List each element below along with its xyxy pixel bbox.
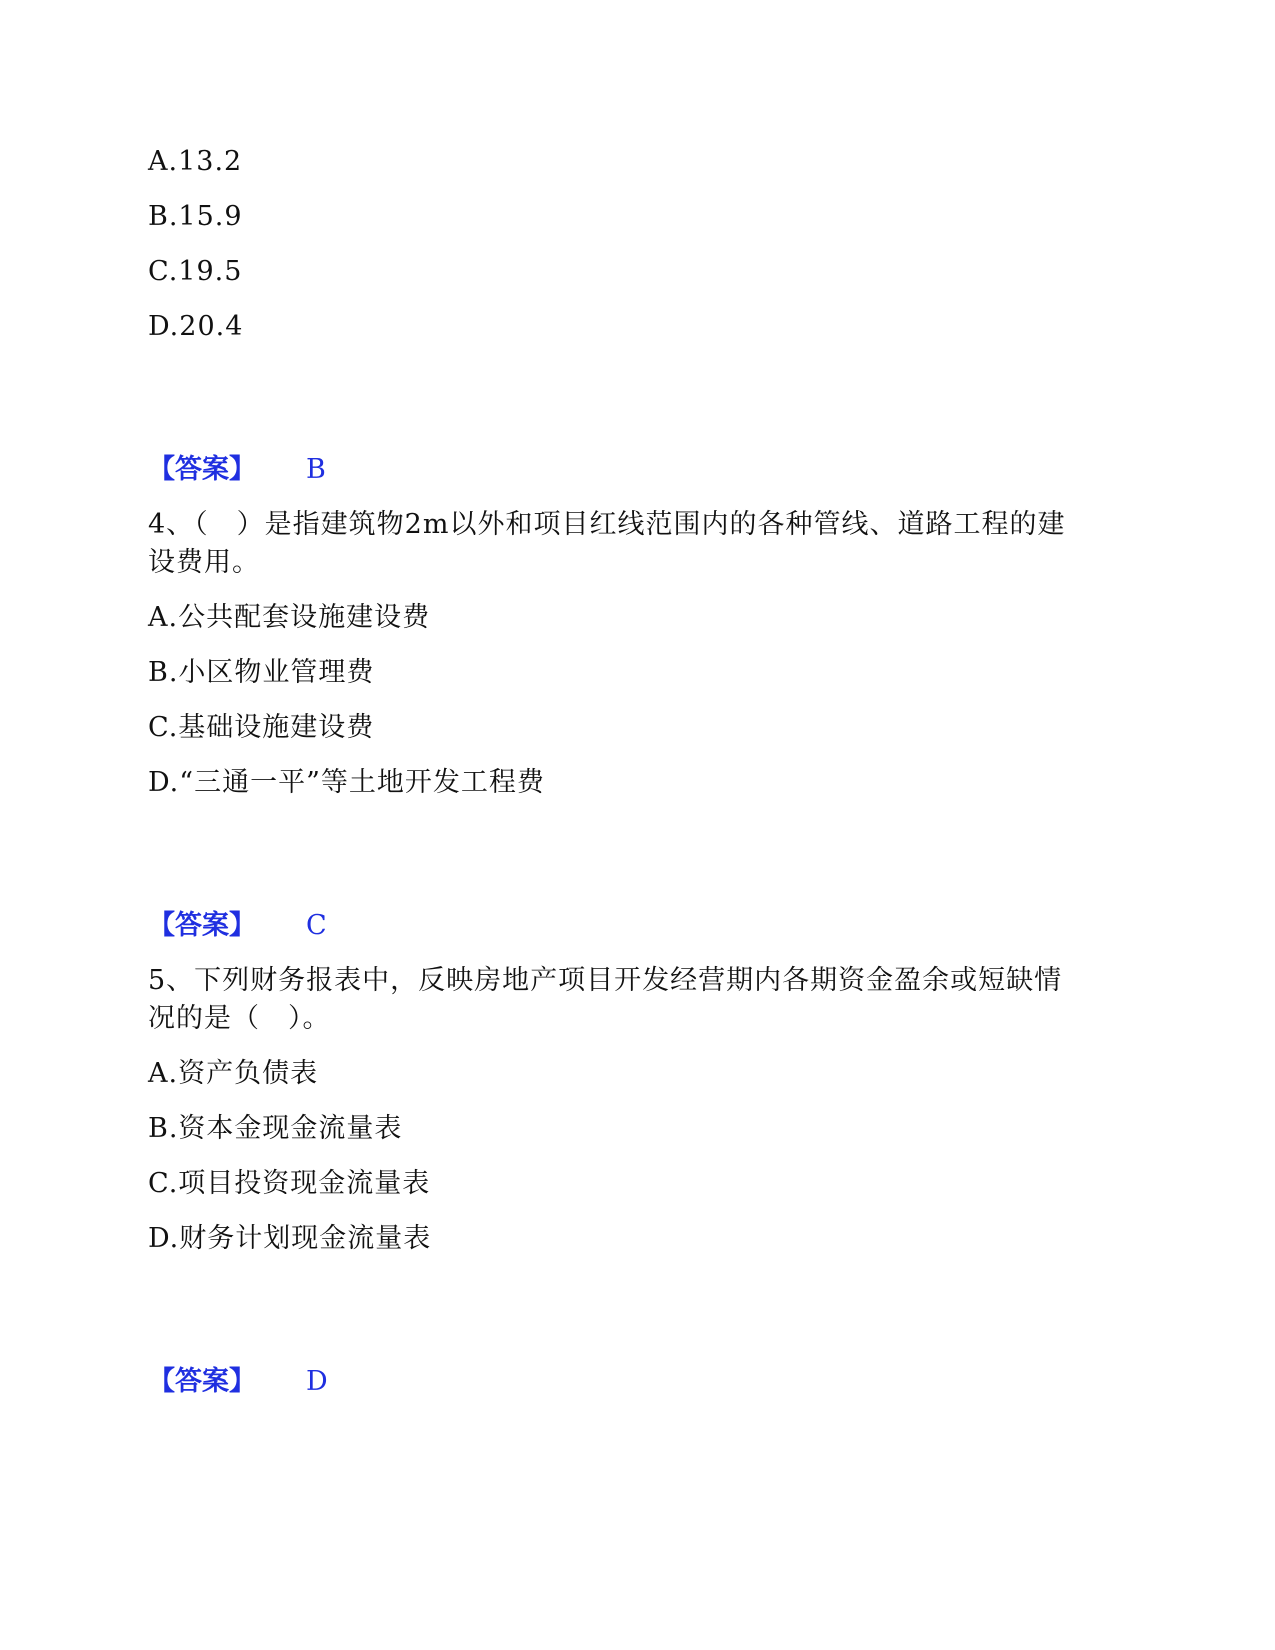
answer-value: B [306,454,326,485]
q3-answer [148,450,326,490]
q4-question-line2: 设费用。 [148,547,260,578]
q5-question-line1: 5、下列财务报表中，反映房地产项目开发经营期内各期资金盈余或短缺情 [148,965,1063,996]
q3-option-a: A.13.2 [148,146,243,177]
q4-question-line1: 4、（ ）是指建筑物2m以外和项目红线范围内的各种管线、道路工程的建 [148,509,1066,540]
q5-answer [148,1362,328,1402]
q5-question-line2: 况的是（ ）。 [148,1003,331,1034]
q3-option-d: D.20.4 [148,311,244,342]
answer-label: 【答案】 [148,1366,256,1397]
answer-label: 【答案】 [148,910,256,941]
q4-option-c: C.基础设施建设费 [148,712,375,743]
q3-option-c: C.19.5 [148,256,243,287]
answer-value: C [306,910,327,941]
q4-answer [148,906,327,946]
q5-option-b: B.资本金现金流量表 [148,1113,403,1144]
q4-option-b: B.小区物业管理费 [148,657,375,688]
q5-option-c: C.项目投资现金流量表 [148,1168,431,1199]
answer-label: 【答案】 [148,454,256,485]
q4-option-a: A.公共配套设施建设费 [148,602,431,633]
q5-option-d: D.财务计划现金流量表 [148,1223,432,1254]
q5-option-a: A.资产负债表 [148,1058,319,1089]
q3-option-b: B.15.9 [148,201,243,232]
answer-value: D [306,1366,328,1397]
q4-option-d: D.“三通一平”等土地开发工程费 [148,767,545,798]
